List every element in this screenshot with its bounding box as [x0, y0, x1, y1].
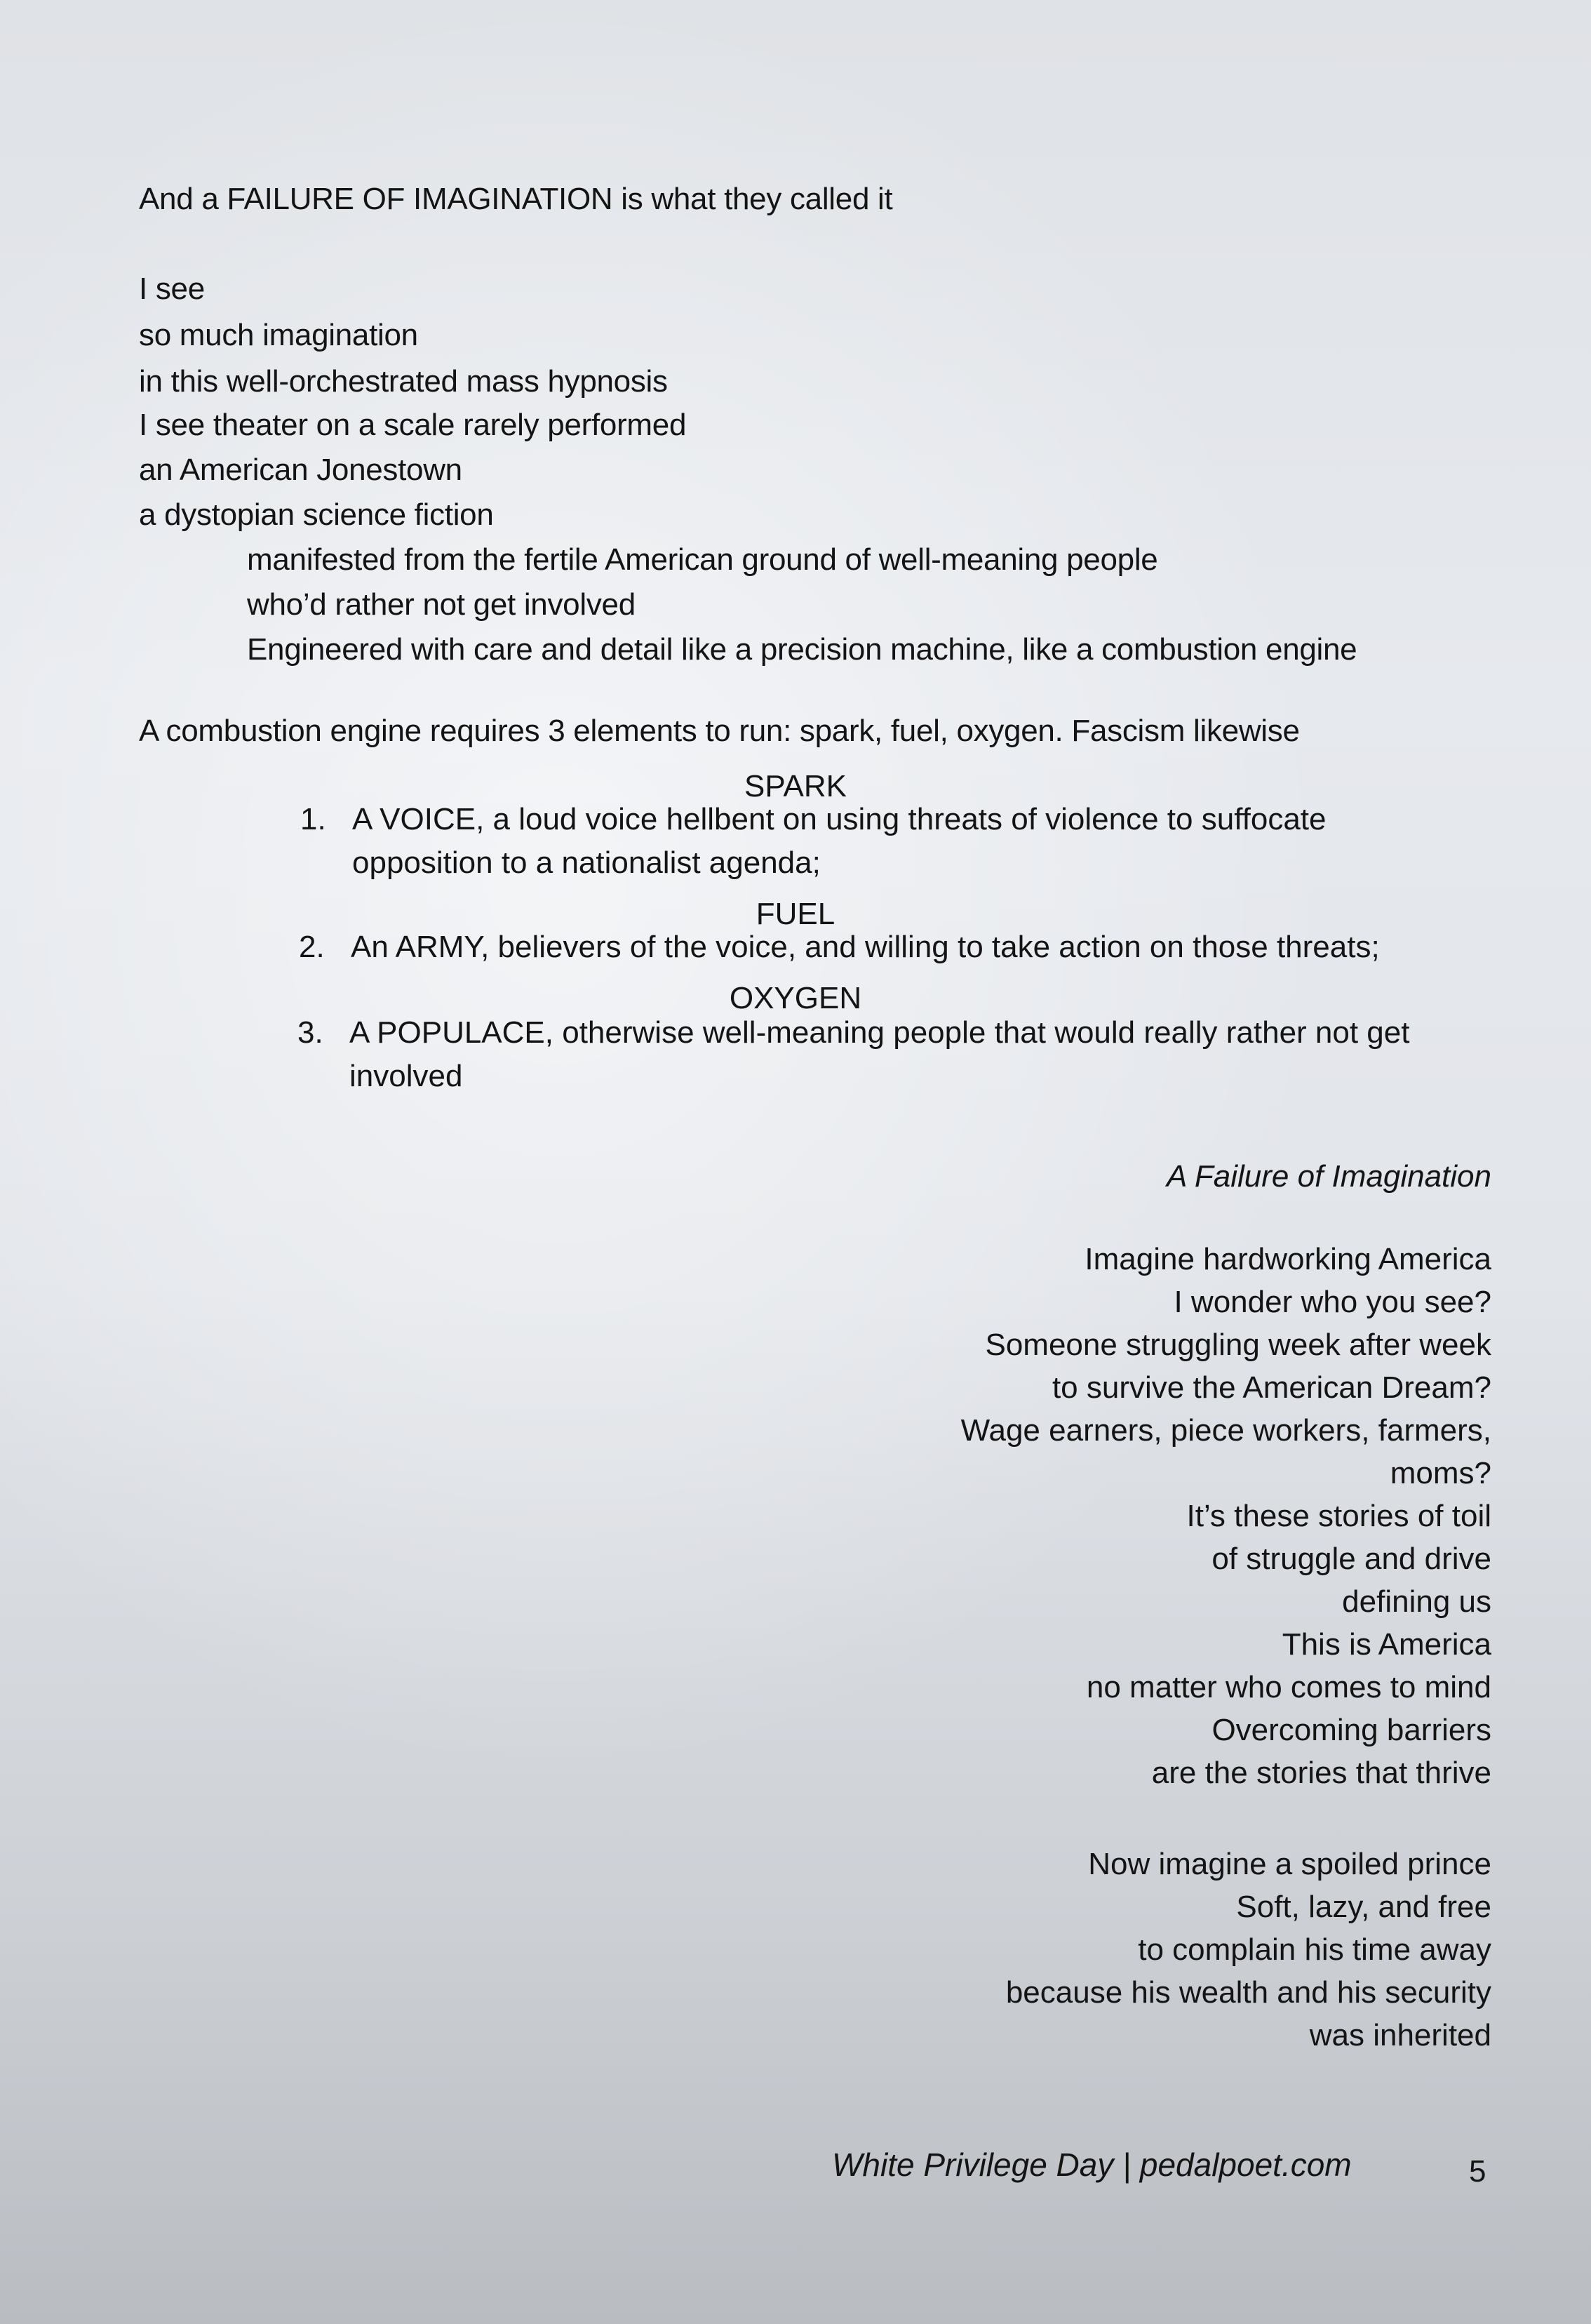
poem-line: to survive the American Dream? [1052, 1370, 1491, 1405]
poem-line: This is America [1282, 1627, 1491, 1662]
list-text-line: A POPULACE, otherwise well-meaning people that would really rather not get [349, 1015, 1410, 1050]
poem-line: It’s these stories of toil [1186, 1499, 1491, 1533]
list-text-line: A VOICE, a loud voice hellbent on using threats of violence to suffocate [352, 802, 1327, 836]
stanza-line: in this well-orchestrated mass hypnosis [139, 364, 668, 399]
list-number: 1. [300, 802, 326, 836]
poem-line: defining us [1342, 1584, 1491, 1619]
poem-line: was inherited [1309, 2018, 1491, 2052]
poem-line: I wonder who you see? [1174, 1285, 1491, 1319]
section-heading: And a FAILURE OF IMAGINATION is what they called it [139, 182, 893, 216]
stanza-line: so much imagination [139, 318, 418, 352]
list-text-line: involved [349, 1059, 463, 1093]
poem-line: moms? [1390, 1456, 1491, 1490]
stanza-line: a dystopian science fiction [139, 497, 494, 532]
list-number: 3. [297, 1015, 323, 1050]
stanza-line: I see theater on a scale rarely performed [139, 408, 687, 442]
indented-line: manifested from the fertile American ground of well-meaning people [247, 542, 1158, 577]
intro-line: A combustion engine requires 3 elements to run: spark, fuel, oxygen. Fascism likewise [139, 714, 1300, 748]
element-label: OXYGEN [729, 981, 862, 1015]
element-label: SPARK [744, 769, 847, 803]
indented-line: who’d rather not get involved [247, 587, 636, 622]
list-text-line: opposition to a nationalist agenda; [352, 846, 821, 880]
list-number: 2. [299, 930, 325, 964]
page-number: 5 [1469, 2154, 1486, 2189]
stanza-line: I see [139, 272, 205, 306]
poem-line: no matter who comes to mind [1086, 1670, 1491, 1704]
indented-line: Engineered with care and detail like a precision machine, like a combustion engine [247, 632, 1357, 667]
poem-title: A Failure of Imagination [1166, 1159, 1491, 1194]
poem-line: Now imagine a spoiled prince [1088, 1847, 1491, 1881]
poem-stanza-one [961, 1238, 1491, 1794]
poem-line: Imagine hardworking America [1085, 1242, 1491, 1276]
footer-text: White Privilege Day | pedalpoet.com [832, 2146, 1352, 2183]
poem-line: Someone struggling week after week [985, 1328, 1491, 1362]
poem-line: are the stories that thrive [1151, 1756, 1491, 1790]
poem-line: because his wealth and his security [1005, 1975, 1491, 2010]
poem-line: Soft, lazy, and free [1236, 1890, 1491, 1924]
element-label: FUEL [756, 897, 835, 931]
stanza-line: an American Jonestown [139, 453, 462, 487]
poem-stanza-two [1006, 1843, 1491, 2057]
poem-line: Overcoming barriers [1211, 1713, 1491, 1747]
list-text-line: An ARMY, believers of the voice, and willing to take action on those threats; [351, 930, 1380, 964]
poem-line: of struggle and drive [1211, 1542, 1491, 1576]
poem-line: Wage earners, piece workers, farmers, [960, 1413, 1491, 1448]
poem-line: to complain his time away [1138, 1932, 1491, 1967]
